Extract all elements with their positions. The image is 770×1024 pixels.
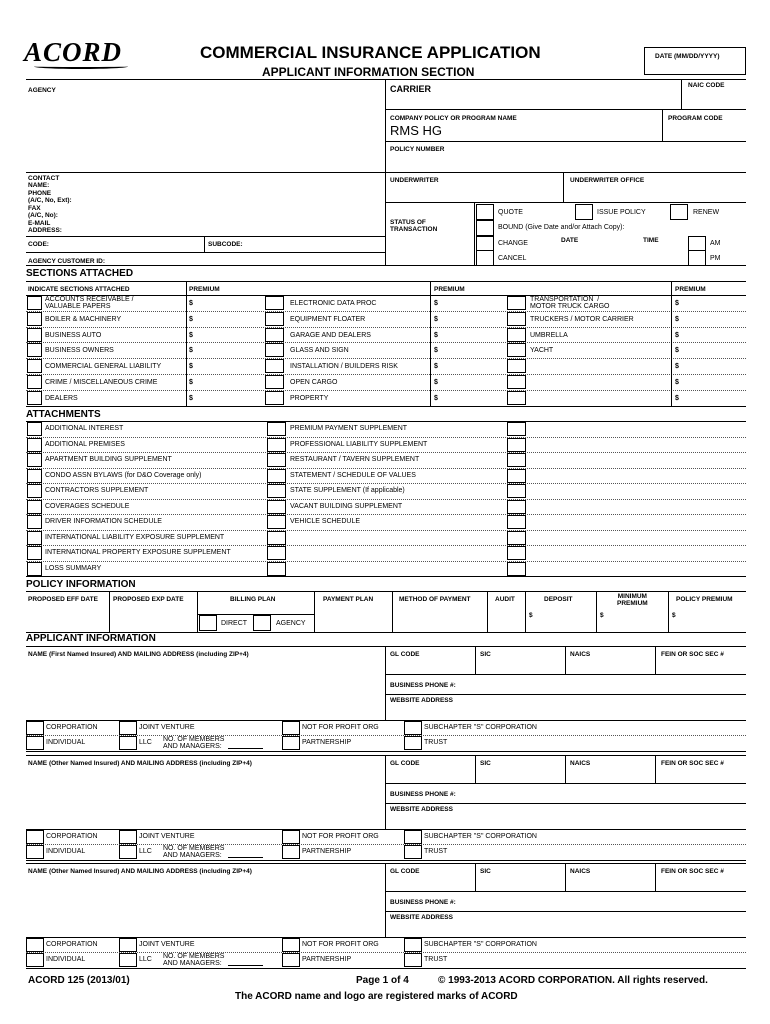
block-top-line (26, 646, 746, 647)
attachment-checkbox[interactable] (507, 484, 526, 498)
section-checkbox[interactable] (507, 328, 526, 342)
entity-label-corporation: CORPORATION (46, 724, 98, 731)
premium-dollar: $ (189, 379, 193, 386)
row-divider (26, 514, 746, 515)
col-divider (385, 755, 386, 829)
entity-label-joint-venture: JOINT VENTURE (139, 724, 195, 731)
premium-dollar: $ (434, 363, 438, 371)
fein-label: FEIN OR SOC SEC # (661, 651, 724, 658)
pm-checkbox[interactable] (688, 250, 706, 266)
attachment-label: LOSS SUMMARY (45, 564, 102, 572)
entity-label-trust: TRUST (424, 739, 448, 746)
policy-information-heading: POLICY INFORMATION (26, 579, 136, 590)
row-divider (26, 483, 746, 484)
section-checkbox[interactable] (265, 391, 284, 405)
naic-code-label: NAIC CODE (688, 82, 725, 89)
trademark: The ACORD name and logo are registered marks of ACORD (235, 991, 518, 1002)
attachment-checkbox[interactable] (267, 422, 286, 436)
entity-checkbox[interactable] (404, 721, 422, 735)
premium-dollar: $ (189, 363, 193, 371)
section-label: CRIME / MISCELLANEOUS CRIME (45, 379, 158, 386)
section-checkbox[interactable] (507, 391, 526, 405)
naics-label: NAICS (570, 760, 591, 767)
attachment-label: STATEMENT / SCHEDULE OF VALUES (290, 471, 416, 479)
attachment-checkbox[interactable] (507, 422, 526, 436)
section-checkbox[interactable] (27, 328, 42, 342)
attachment-label: VACANT BUILDING SUPPLEMENT (290, 502, 403, 510)
row-line (385, 803, 746, 804)
row-divider (26, 499, 746, 500)
name-address-label: NAME (Other Named Insured) AND MAILING ADDRESS (including ZIP+4) (28, 868, 252, 875)
block-top-line (26, 863, 746, 864)
proposed-eff-date-label: PROPOSED EFF DATE (28, 596, 98, 603)
page-number: Page 1 of 4 (356, 975, 409, 986)
row-line (385, 911, 746, 912)
entity-label-joint-venture: JOINT VENTURE (139, 833, 195, 840)
entity-checkbox[interactable] (119, 830, 137, 844)
cancel-label: CANCEL (498, 255, 527, 262)
entity-checkbox[interactable] (119, 736, 137, 750)
row-divider (26, 390, 746, 391)
attachment-checkbox[interactable] (507, 438, 526, 452)
premium-dollar: $ (434, 315, 438, 323)
audit-label: AUDIT (495, 596, 515, 603)
entity-checkbox[interactable] (119, 721, 137, 735)
page-title: COMMERCIAL INSURANCE APPLICATION (200, 43, 541, 62)
entity-label-partnership: PARTNERSHIP (302, 956, 352, 963)
gl-code-label: GL CODE (390, 868, 420, 875)
entity-label-subchapter-s: SUBCHAPTER "S" CORPORATION (424, 941, 537, 948)
underwriter-label: UNDERWRITER (390, 177, 439, 184)
section-label: DEALERS (45, 394, 78, 402)
phone-label: PHONE (A/C, No, Ext): (28, 190, 72, 204)
naics-label: NAICS (570, 651, 591, 658)
date-sub-label: DATE (561, 237, 579, 244)
section-label: ACCOUNTS RECEIVABLE / VALUABLE PAPERS (45, 296, 134, 310)
page-subtitle: APPLICANT INFORMATION SECTION (262, 65, 475, 79)
logo-swoosh-icon (34, 64, 128, 69)
entity-label-corporation: CORPORATION (46, 833, 98, 840)
entity-label-llc: LLC (139, 848, 152, 855)
col-divider (655, 755, 656, 783)
sic-label: SIC (480, 651, 491, 658)
row-line (385, 694, 746, 695)
attachment-label: COVERAGES SCHEDULE (45, 502, 130, 510)
entity-checkbox[interactable] (282, 953, 300, 967)
entity-label-individual: INDIVIDUAL (46, 739, 86, 746)
attachment-label: ADDITIONAL PREMISES (45, 440, 125, 448)
row-divider (26, 437, 746, 438)
attachments-heading: ATTACHMENTS (26, 409, 101, 420)
col-divider (186, 281, 187, 406)
section-checkbox[interactable] (507, 375, 526, 389)
entity-checkbox[interactable] (282, 845, 300, 859)
col-divider (475, 863, 476, 891)
entity-checkbox[interactable] (404, 736, 422, 750)
section-label: ELECTRONIC DATA PROC (290, 300, 377, 307)
attachment-checkbox[interactable] (507, 562, 526, 576)
premium-dollar: $ (675, 300, 679, 307)
attachment-checkbox[interactable] (267, 438, 286, 452)
section-label: OPEN CARGO (290, 379, 338, 386)
carrier-label: CARRIER (390, 84, 432, 94)
entity-checkbox[interactable] (26, 953, 44, 967)
gl-code-label: GL CODE (390, 760, 420, 767)
policy-premium-dollar: $ (672, 612, 676, 619)
deposit-label: DEPOSIT (544, 596, 573, 603)
attachment-label: STATE SUPPLEMENT (If applicable) (290, 487, 405, 494)
attachment-label: INTERNATIONAL PROPERTY EXPOSURE SUPPLEMENT (45, 549, 231, 556)
entity-checkbox[interactable] (404, 938, 422, 952)
row-divider (26, 342, 746, 343)
date-label: DATE (MM/DD/YYYY) (655, 53, 720, 60)
entity-label-subchapter-s: SUBCHAPTER "S" CORPORATION (424, 724, 537, 731)
entity-label-trust: TRUST (424, 848, 448, 855)
entity-checkbox[interactable] (119, 845, 137, 859)
fein-label: FEIN OR SOC SEC # (661, 868, 724, 875)
time-sub-label: TIME (643, 237, 659, 244)
form-id: ACORD 125 (2013/01) (28, 975, 130, 986)
indicate-sections-label: INDICATE SECTIONS ATTACHED (28, 286, 130, 293)
section-label: TRANSPORTATION / MOTOR TRUCK CARGO (530, 296, 610, 310)
agency-bill-label: AGENCY (276, 620, 306, 627)
section-label: EQUIPMENT FLOATER (290, 315, 366, 323)
row-divider (26, 468, 746, 469)
attachment-checkbox[interactable] (27, 422, 42, 436)
entity-label-trust: TRUST (424, 956, 448, 963)
attachment-checkbox[interactable] (507, 469, 526, 483)
copyright: © 1993-2013 ACORD CORPORATION. All rights reserved. (438, 975, 708, 986)
bound-checkbox[interactable] (476, 220, 494, 236)
attachment-checkbox[interactable] (27, 438, 42, 452)
premium-dollar: $ (434, 347, 438, 355)
entity-label-llc: LLC (139, 739, 152, 746)
premium-dollar: $ (189, 315, 193, 323)
agency-label: AGENCY (28, 87, 56, 94)
entity-checkbox[interactable] (26, 845, 44, 859)
naics-label: NAICS (570, 868, 591, 875)
section-checkbox[interactable] (265, 296, 284, 310)
change-label: CHANGE (498, 240, 528, 247)
row-divider (26, 327, 746, 328)
program-name-value[interactable]: RMS HG (390, 123, 442, 138)
row-line (385, 783, 746, 784)
payment-plan-label: PAYMENT PLAN (323, 596, 374, 603)
attachment-checkbox[interactable] (27, 484, 42, 498)
minimum-premium-label: MINIMUM PREMIUM (617, 593, 648, 607)
block-bottom-line (26, 860, 746, 861)
min-premium-dollar: $ (600, 612, 604, 619)
policy-premium-label: POLICY PREMIUM (676, 596, 733, 603)
col-divider (565, 646, 566, 674)
sic-label: SIC (480, 760, 491, 767)
entity-checkbox[interactable] (282, 721, 300, 735)
section-checkbox[interactable] (27, 359, 42, 373)
attachment-checkbox[interactable] (267, 562, 286, 576)
entity-checkbox[interactable] (26, 736, 44, 750)
section-label: INSTALLATION / BUILDERS RISK (290, 363, 398, 371)
section-checkbox[interactable] (265, 359, 284, 373)
section-checkbox[interactable] (27, 296, 42, 310)
section-checkbox[interactable] (27, 312, 42, 326)
premium-dollar: $ (434, 331, 438, 339)
section-label: PROPERTY (290, 394, 329, 402)
premium-dollar: $ (189, 331, 193, 339)
section-label: BOILER & MACHINERY (45, 315, 122, 323)
acord-logo: ACORD (24, 37, 123, 67)
col-divider (655, 863, 656, 891)
col-divider (430, 281, 431, 406)
fein-label: FEIN OR SOC SEC # (661, 760, 724, 767)
col-divider (671, 281, 672, 406)
attachment-checkbox[interactable] (267, 453, 286, 467)
premium-dollar: $ (189, 347, 193, 355)
premium-dollar: $ (434, 300, 438, 307)
block-bottom-line (26, 968, 746, 969)
policy-number-label: POLICY NUMBER (390, 146, 445, 153)
section-checkbox[interactable] (265, 343, 284, 357)
applicant-information-heading: APPLICANT INFORMATION (26, 633, 156, 644)
attachment-checkbox[interactable] (27, 562, 42, 576)
issue-policy-checkbox[interactable] (575, 204, 593, 220)
date-box[interactable] (644, 47, 746, 75)
members-field[interactable] (228, 857, 263, 858)
attachment-label: CONDO ASSN BYLAWS (for D&O Coverage only) (45, 471, 202, 479)
premium-dollar: $ (675, 394, 679, 402)
section-label: YACHT (530, 347, 554, 355)
attachment-checkbox[interactable] (27, 546, 42, 560)
attachment-checkbox[interactable] (507, 515, 526, 529)
deposit-dollar: $ (529, 612, 533, 619)
renew-checkbox[interactable] (670, 204, 688, 220)
entity-checkbox[interactable] (119, 953, 137, 967)
entity-checkbox[interactable] (26, 938, 44, 952)
row-divider (26, 561, 746, 562)
premium-dollar: $ (189, 300, 193, 307)
attachment-checkbox[interactable] (507, 500, 526, 514)
entity-label-individual: INDIVIDUAL (46, 848, 86, 855)
members-label: NO. OF MEMBERS AND MANAGERS: (163, 736, 225, 750)
direct-checkbox[interactable] (199, 615, 217, 631)
billing-plan-label: BILLING PLAN (230, 596, 276, 603)
entity-label-partnership: PARTNERSHIP (302, 739, 352, 746)
section-label: COMMERCIAL GENERAL LIABILITY (45, 363, 162, 371)
premium-dollar: $ (675, 331, 679, 339)
entity-label-corporation: CORPORATION (46, 941, 98, 948)
row-divider (26, 311, 746, 312)
section-checkbox[interactable] (507, 296, 526, 310)
premium-dollar: $ (675, 363, 679, 371)
premium-dollar: $ (675, 347, 679, 355)
website-label: WEBSITE ADDRESS (390, 806, 453, 813)
program-code-label: PROGRAM CODE (668, 115, 723, 122)
entity-checkbox[interactable] (282, 736, 300, 750)
attachment-checkbox[interactable] (267, 515, 286, 529)
entity-checkbox[interactable] (282, 938, 300, 952)
row-divider (26, 530, 746, 531)
col-divider (475, 755, 476, 783)
section-checkbox[interactable] (265, 375, 284, 389)
col-divider (655, 646, 656, 674)
agency-customer-id-label: AGENCY CUSTOMER ID: (28, 258, 106, 265)
section-checkbox[interactable] (507, 312, 526, 326)
attachment-label: CONTRACTORS SUPPLEMENT (45, 487, 149, 494)
sections-attached-heading: SECTIONS ATTACHED (26, 268, 134, 279)
attachment-checkbox[interactable] (507, 453, 526, 467)
attachment-checkbox[interactable] (507, 546, 526, 560)
block-top-line (26, 755, 746, 756)
entity-checkbox[interactable] (26, 721, 44, 735)
row-divider (26, 358, 746, 359)
attachment-checkbox[interactable] (267, 546, 286, 560)
name-address-label: NAME (First Named Insured) AND MAILING ADDRESS (including ZIP+4) (28, 651, 249, 658)
attachment-checkbox[interactable] (267, 469, 286, 483)
section-checkbox[interactable] (507, 343, 526, 357)
members-field[interactable] (228, 748, 263, 749)
section-label: GARAGE AND DEALERS (290, 331, 371, 339)
section-label: BUSINESS AUTO (45, 331, 102, 339)
entity-label-llc: LLC (139, 956, 152, 963)
entity-checkbox[interactable] (26, 830, 44, 844)
cancel-checkbox[interactable] (476, 250, 494, 266)
entity-label-joint-venture: JOINT VENTURE (139, 941, 195, 948)
attachment-label: APARTMENT BUILDING SUPPLEMENT (45, 456, 172, 463)
subcode-label: SUBCODE: (208, 241, 243, 248)
members-label: NO. OF MEMBERS AND MANAGERS: (163, 845, 225, 859)
attachment-label: VEHICLE SCHEDULE (290, 518, 361, 525)
col-divider (475, 646, 476, 674)
entity-label-partnership: PARTNERSHIP (302, 848, 352, 855)
row-divider (26, 545, 746, 546)
entity-checkbox[interactable] (404, 845, 422, 859)
section-checkbox[interactable] (27, 343, 42, 357)
col-divider (385, 646, 386, 720)
col-divider (565, 755, 566, 783)
attachment-checkbox[interactable] (267, 484, 286, 498)
section-checkbox[interactable] (27, 375, 42, 389)
section-label: GLASS AND SIGN (290, 347, 349, 355)
entity-checkbox[interactable] (282, 830, 300, 844)
attachment-label: RESTAURANT / TAVERN SUPPLEMENT (290, 456, 420, 463)
underwriter-office-label: UNDERWRITER OFFICE (570, 177, 645, 184)
quote-label: QUOTE (498, 209, 523, 216)
row-divider (26, 374, 746, 375)
business-phone-label: BUSINESS PHONE #: (390, 899, 456, 906)
code-label: CODE: (28, 241, 49, 248)
bound-label: BOUND (Give Date and/or Attach Copy): (498, 224, 625, 231)
attachment-label: ADDITIONAL INTEREST (45, 425, 124, 432)
entity-label-subchapter-s: SUBCHAPTER "S" CORPORATION (424, 833, 537, 840)
attachment-checkbox[interactable] (27, 500, 42, 514)
section-checkbox[interactable] (265, 328, 284, 342)
members-field[interactable] (228, 965, 263, 966)
attachment-checkbox[interactable] (27, 469, 42, 483)
section-label: TRUCKERS / MOTOR CARRIER (530, 315, 634, 323)
premium-header-1: PREMIUM (189, 286, 220, 293)
premium-dollar: $ (189, 394, 193, 402)
website-label: WEBSITE ADDRESS (390, 914, 453, 921)
premium-header-2: PREMIUM (434, 286, 465, 293)
entity-checkbox[interactable] (119, 938, 137, 952)
attachment-checkbox[interactable] (507, 531, 526, 545)
members-label: NO. OF MEMBERS AND MANAGERS: (163, 953, 225, 967)
quote-checkbox[interactable] (476, 204, 494, 220)
entity-label-not-for-profit: NOT FOR PROFIT ORG (302, 941, 379, 948)
section-label: BUSINESS OWNERS (45, 347, 114, 355)
attachment-checkbox[interactable] (27, 515, 42, 529)
business-phone-label: BUSINESS PHONE #: (390, 682, 456, 689)
row-line (385, 891, 746, 892)
issue-policy-label: ISSUE POLICY (597, 209, 646, 216)
entity-label-not-for-profit: NOT FOR PROFIT ORG (302, 724, 379, 731)
section-checkbox[interactable] (265, 312, 284, 326)
proposed-exp-date-label: PROPOSED EXP DATE (113, 596, 184, 603)
premium-dollar: $ (434, 394, 438, 402)
business-phone-label: BUSINESS PHONE #: (390, 791, 456, 798)
premium-dollar: $ (434, 379, 438, 386)
method-of-payment-label: METHOD OF PAYMENT (399, 596, 471, 603)
col-divider (565, 863, 566, 891)
row-divider (26, 452, 746, 453)
section-checkbox[interactable] (27, 391, 42, 405)
attachment-checkbox[interactable] (267, 500, 286, 514)
attachment-checkbox[interactable] (27, 531, 42, 545)
status-of-transaction-label: STATUS OF TRANSACTION (390, 219, 438, 233)
direct-label: DIRECT (221, 620, 248, 627)
attachment-label: PROFESSIONAL LIABILITY SUPPLEMENT (290, 440, 428, 448)
col-divider (385, 863, 386, 937)
entity-checkbox[interactable] (404, 830, 422, 844)
company-policy-label: COMPANY POLICY OR PROGRAM NAME (390, 115, 517, 122)
block-bottom-line (26, 751, 746, 752)
premium-dollar: $ (675, 379, 679, 386)
am-label: AM (710, 240, 721, 247)
sic-label: SIC (480, 868, 491, 875)
entity-label-individual: INDIVIDUAL (46, 956, 86, 963)
entity-checkbox[interactable] (404, 953, 422, 967)
attachment-label: INTERNATIONAL LIABILITY EXPOSURE SUPPLEMENT (45, 533, 225, 541)
attachment-label: PREMIUM PAYMENT SUPPLEMENT (290, 425, 408, 432)
fax-label: FAX (A/C, No): (28, 205, 58, 219)
attachment-checkbox[interactable] (267, 531, 286, 545)
website-label: WEBSITE ADDRESS (390, 697, 453, 704)
contact-name-label: CONTACT NAME: (28, 175, 60, 189)
entity-label-not-for-profit: NOT FOR PROFIT ORG (302, 833, 379, 840)
premium-header-3: PREMIUM (675, 286, 706, 293)
gl-code-label: GL CODE (390, 651, 420, 658)
email-label: E-MAIL ADDRESS: (28, 220, 62, 234)
agency-bill-checkbox[interactable] (253, 615, 271, 631)
renew-label: RENEW (693, 209, 720, 216)
attachment-label: DRIVER INFORMATION SCHEDULE (45, 518, 162, 525)
premium-dollar: $ (675, 315, 679, 323)
attachment-checkbox[interactable] (27, 453, 42, 467)
name-address-label: NAME (Other Named Insured) AND MAILING ADDRESS (including ZIP+4) (28, 760, 252, 767)
row-line (385, 674, 746, 675)
section-label: UMBRELLA (530, 331, 568, 339)
pm-label: PM (710, 255, 721, 262)
section-checkbox[interactable] (507, 359, 526, 373)
